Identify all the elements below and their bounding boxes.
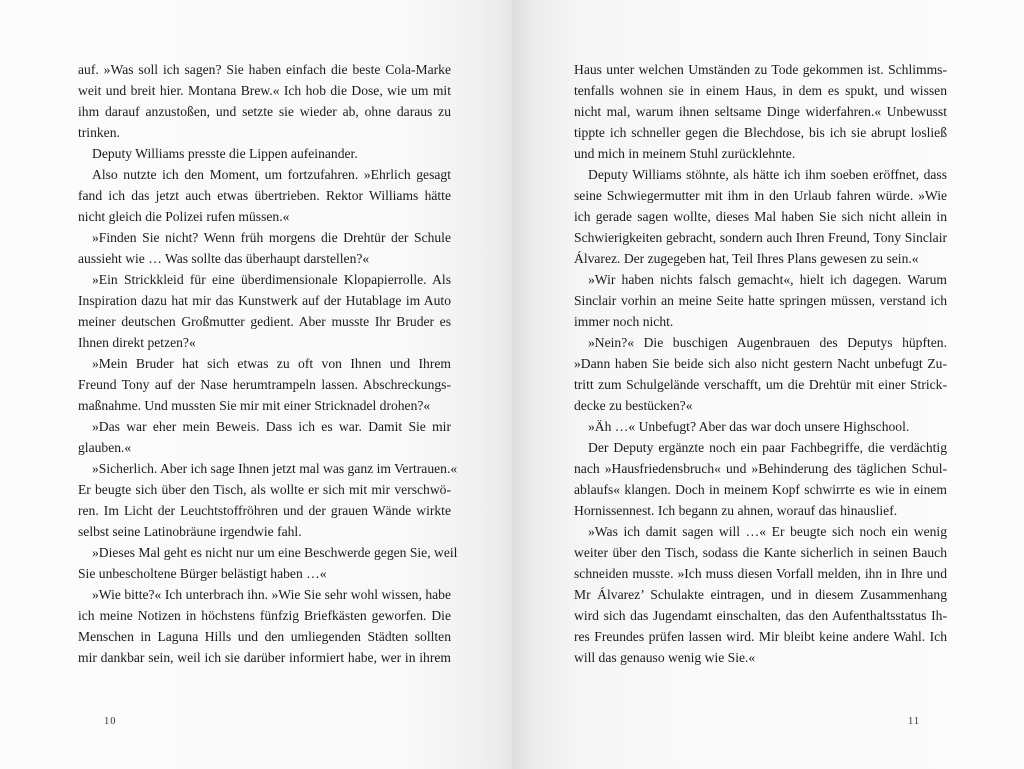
text-line: »Nein?« Die buschigen Augenbrauen des Deputys hüpften. <box>588 335 947 350</box>
text-line: auf. »Was soll ich sagen? Sie haben einfach die beste Cola-Marke <box>78 62 451 77</box>
text-line: Freund Tony auf der Nase herumtrampeln lassen. Abschreckungs- <box>78 377 451 392</box>
text-line: Deputy Williams presste die Lippen aufeinander. <box>92 146 358 161</box>
text-line: decke zu bestücken?« <box>574 398 693 413</box>
text-line: Sinclair vorhin an meine Seite hatte springen müssen, verstand ich <box>574 293 947 308</box>
text-line: Sie unbescholtene Bürger belästigt haben …« <box>78 566 327 581</box>
text-line: Álvarez. Der zugegeben hat, Teil Ihres Plans gewesen zu sein.« <box>574 251 919 266</box>
text-line: »Wie bitte?« Ich unterbrach ihn. »Wie Sie sehr wohl wissen, habe <box>92 587 451 602</box>
text-line: fand ich das jetzt auch etwas übertrieben. Rektor Williams hätte <box>78 188 451 203</box>
text-line: Hornissennest. Ich begann zu ahnen, worauf das hinauslief. <box>574 503 898 518</box>
text-line: meiner deutschen Großmutter gedient. Aber musste Ihr Bruder es <box>78 314 451 329</box>
text-line: Mr Álvarez’ Schulakte eintragen, und in diesem Zusammenhang <box>574 587 947 602</box>
left-page-text <box>78 59 458 668</box>
text-line: weiter über den Tisch, sodass die Kante sicherlich in seinen Bauch <box>574 545 947 560</box>
text-line: »Wir haben nichts falsch gemacht«, hielt ich dagegen. Warum <box>588 272 947 287</box>
text-line: ich meine Notizen in höchstens fünfzig Briefkästen geworfen. Die <box>78 608 451 623</box>
text-line: Menschen in Laguna Hills und den umliegenden Städten sollten <box>78 629 451 644</box>
text-line: seine Schwiegermutter mit ihm in den Urlaub fahren würde. »Wie <box>574 188 947 203</box>
text-line: Ihnen direkt petzen?« <box>78 335 196 350</box>
text-line: tritt zum Schulgelände verschafft, um die Drehtür mit einer Strick- <box>574 377 947 392</box>
text-line: aussieht wie … Was sollte das überhaupt darstellen?« <box>78 251 370 266</box>
text-line: und mich in meinem Stuhl zurücklehnte. <box>574 146 796 161</box>
text-line: »Finden Sie nicht? Wenn früh morgens die Drehtür der Schule <box>92 230 451 245</box>
text-line: Haus unter welchen Umständen zu Tode gekommen ist. Schlimms- <box>574 62 947 77</box>
text-line: ich gerade sagen wollte, dieses Mal haben Sie sich nicht allein in <box>574 209 947 224</box>
text-line: Inspiration dazu hat mir das Kunstwerk auf der Hutablage im Auto <box>78 293 451 308</box>
text-line: nach »Hausfriedensbruch« und »Behinderung des täglichen Schul- <box>574 461 947 476</box>
text-line: »Dieses Mal geht es nicht nur um eine Beschwerde gegen Sie, weil <box>92 545 458 560</box>
text-line: maßnahme. Und mussten Sie mir mit einer Stricknadel drohen?« <box>78 398 431 413</box>
page-number: 11 <box>908 716 921 727</box>
page-number: 10 <box>104 716 117 727</box>
text-line: tippte ich schneller gegen die Blechdose, bis ich sie abrupt losließ <box>574 125 947 140</box>
text-line: Schwierigkeiten gebracht, sondern auch Ihren Freund, Tony Sinclair <box>574 230 947 245</box>
right-page <box>512 0 1024 769</box>
text-line: mir dankbar sein, weil ich sie darüber informiert habe, wer in ihrem <box>78 650 451 665</box>
text-line: nicht gleich die Polizei rufen müssen.« <box>78 209 290 224</box>
text-line: »Sicherlich. Aber ich sage Ihnen jetzt mal was ganz im Vertrauen.« <box>92 461 458 476</box>
text-line: Deputy Williams stöhnte, als hätte ich ihm soeben eröffnet, dass <box>588 167 947 182</box>
text-line: Also nutzte ich den Moment, um fortzufahren. »Ehrlich gesagt <box>92 167 451 182</box>
text-line: Er beugte sich über den Tisch, als wollte er sich mit mir verschwö- <box>78 482 451 497</box>
text-line: »Was ich damit sagen will …« Er beugte sich noch ein wenig <box>588 524 947 539</box>
text-line: nicht mal, warum ihnen seltsame Dinge widerfahren.« Unbewusst <box>574 104 947 119</box>
text-line: res Freundes prüfen lassen wird. Mir bleibt keine andere Wahl. Ich <box>574 629 947 644</box>
text-line: ihm darauf anzustoßen, und setzte sie wieder ab, ohne daraus zu <box>78 104 451 119</box>
text-line: tenfalls wohnen sie in einem Haus, in dem es spukt, und wissen <box>574 83 947 98</box>
text-line: will das genauso wenig wie Sie.« <box>574 650 756 665</box>
text-line: schneiden musste. »Ich muss diesen Vorfall melden, ihn in Ihre und <box>574 566 947 581</box>
right-page-text <box>574 59 947 668</box>
text-line: »Das war eher mein Beweis. Dass ich es war. Damit Sie mir <box>92 419 451 434</box>
text-line: »Mein Bruder hat sich etwas zu oft von Ihnen und Ihrem <box>92 356 451 371</box>
text-line: immer noch nicht. <box>574 314 674 329</box>
text-line: selbst seine Latinobräune irgendwie fahl. <box>78 524 302 539</box>
text-line: glauben.« <box>78 440 132 455</box>
text-line: weit und breit hier. Montana Brew.« Ich hob die Dose, wie um mit <box>78 83 451 98</box>
text-line: ren. Im Licht der Leuchtstoffröhren und der grauen Wände wirkte <box>78 503 451 518</box>
text-line: trinken. <box>78 125 120 140</box>
text-line: Der Deputy ergänzte noch ein paar Fachbegriffe, die verdächtig <box>588 440 947 455</box>
text-line: »Dann haben Sie beide sich also nicht gestern Nacht unbefugt Zu- <box>574 356 947 371</box>
text-line: »Äh …« Unbefugt? Aber das war doch unsere Highschool. <box>588 419 910 434</box>
text-line: »Ein Strickkleid für eine überdimensionale Klopapierrolle. Als <box>92 272 451 287</box>
text-line: wird sich das Jugendamt einschalten, das den Aufenthaltsstatus Ih- <box>574 608 947 623</box>
text-line: ablaufs« klangen. Doch in meinem Kopf schwirrte es wie in einem <box>574 482 947 497</box>
